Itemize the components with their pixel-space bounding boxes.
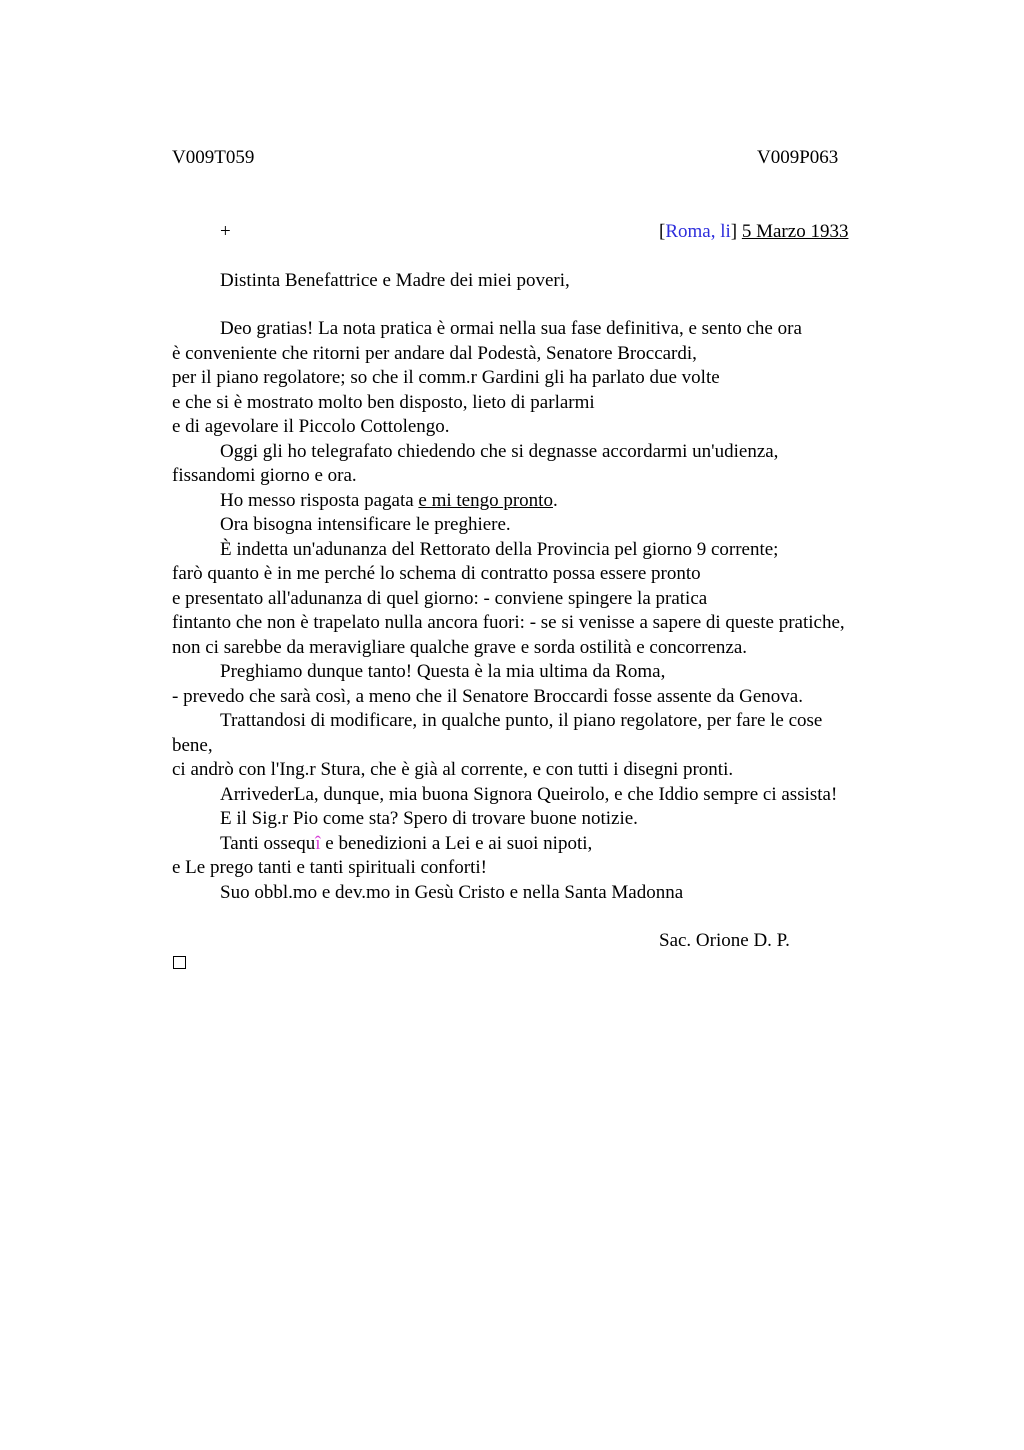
letter-line: e che si è mostrato molto ben disposto, lieto di parlarmi	[172, 392, 595, 413]
letter-line: - prevedo che sarà così, a meno che il Senatore Broccardi fosse assente da Genova.	[172, 686, 803, 707]
letter-text: Tanti ossequ	[220, 833, 316, 854]
letter-line: e di agevolare il Piccolo Cottolengo.	[172, 416, 450, 437]
letter-line: fintanto che non è trapelato nulla ancora fuori: - se si venisse a sapere di queste pratiche,	[172, 612, 845, 633]
letter-line: ArrivederLa, dunque, mia buona Signora Queirolo, e che Iddio sempre ci assista!	[220, 784, 838, 805]
letter-text: .	[552, 490, 558, 511]
letter-line: non ci sarebbe da meravigliare qualche grave e sorda ostilità e concorrenza.	[172, 637, 748, 658]
letter-line: ci andrò con l'Ing.r Stura, che è già al corrente, e con tutti i disegni pronti.	[172, 759, 734, 780]
dateline-place: Roma, li	[665, 221, 731, 242]
bracket-close: ]	[730, 221, 738, 242]
underlined-phrase: e mi tengo pronto	[418, 490, 553, 511]
salutation: Distinta Benefattrice e Madre dei miei poveri,	[220, 270, 570, 291]
letter-line	[220, 489, 558, 513]
letter-line: farò quanto è in me perché lo schema di contratto possa essere pronto	[172, 563, 701, 584]
letter-line	[220, 832, 592, 856]
letter-line: fissandomi giorno e ora.	[172, 465, 357, 486]
letter-line: È indetta un'adunanza del Rettorato della Provincia pel giorno 9 corrente;	[220, 539, 779, 560]
cross-mark: +	[220, 221, 231, 242]
letter-line: Deo gratias! La nota pratica è ormai nella sua fase definitiva, e sento che ora	[220, 318, 802, 339]
document-code-left: V009T059	[172, 147, 255, 168]
letter-line: Ora bisogna intensificare le preghiere.	[220, 514, 511, 535]
letter-line: e Le prego tanti e tanti spirituali conforti!	[172, 857, 487, 878]
letter-line: Trattandosi di modificare, in qualche punto, il piano regolatore, per fare le cose	[220, 710, 823, 731]
letter-text: e benedizioni a Lei e ai suoi nipoti,	[320, 833, 593, 854]
letter-text: Ho messo risposta pagata	[220, 490, 419, 511]
highlighted-character: î	[315, 833, 321, 854]
letter-line: Preghiamo dunque tanto! Questa è la mia ultima da Roma,	[220, 661, 666, 682]
signature: Sac. Orione D. P.	[659, 930, 790, 951]
dateline	[659, 220, 848, 244]
document-code-right: V009P063	[757, 147, 839, 168]
end-marker-box	[173, 956, 186, 969]
letter-line: e presentato all'adunanza di quel giorno: - conviene spingere la pratica	[172, 588, 708, 609]
letter-line: E il Sig.r Pio come sta? Spero di trovare buone notizie.	[220, 808, 638, 829]
letter-line: bene,	[172, 735, 213, 756]
letter-line: per il piano regolatore; so che il comm.r Gardini gli ha parlato due volte	[172, 367, 720, 388]
letter-line: Oggi gli ho telegrafato chiedendo che si degnasse accordarmi un'udienza,	[220, 441, 779, 462]
bracket-open: [	[659, 221, 666, 242]
letter-line: è conveniente che ritorni per andare dal Podestà, Senatore Broccardi,	[172, 343, 697, 364]
closing-line: Suo obbl.mo e dev.mo in Gesù Cristo e nella Santa Madonna	[220, 882, 684, 903]
dateline-date: 5 Marzo 1933	[741, 221, 849, 242]
